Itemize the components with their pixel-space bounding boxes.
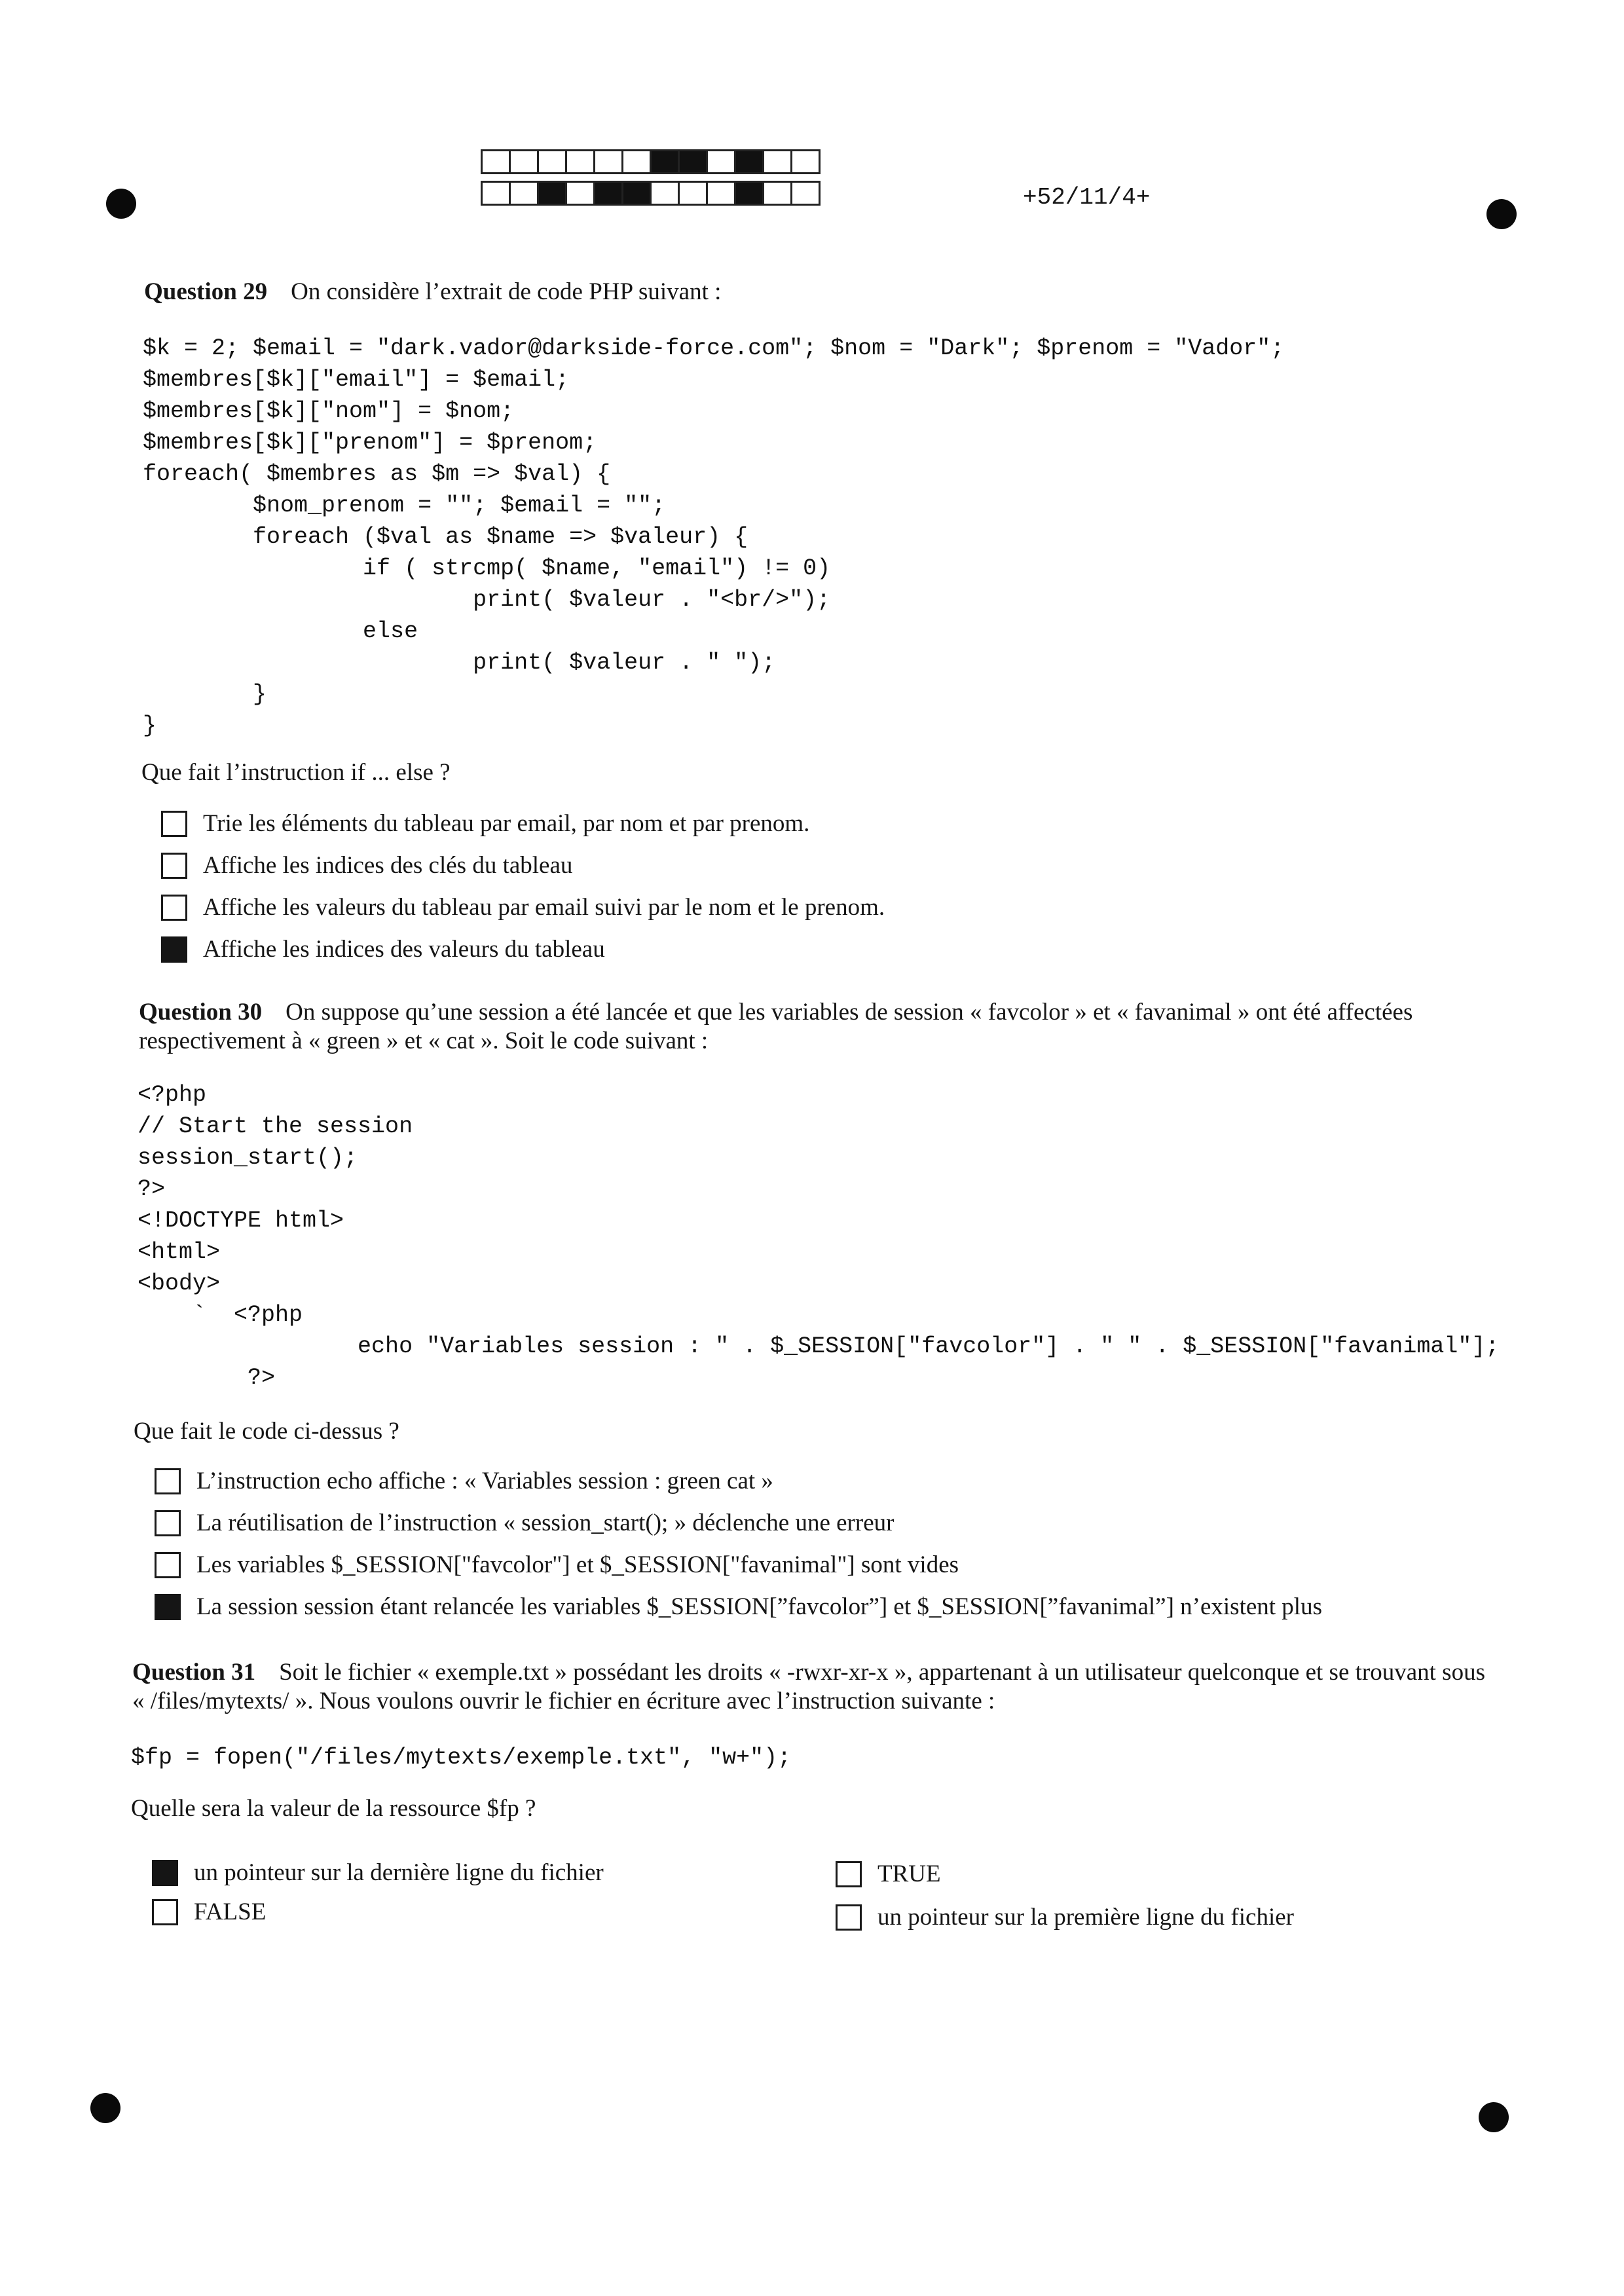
barcode-row-2 [481,181,819,206]
question-29 [144,278,1493,306]
answer-option[interactable] [152,1859,604,1887]
question-text: On suppose qu’une session a été lancée et que les variables de session « favcolor » et « favanimal » ont été affectées respectivement à « green » et « cat ». Soit le code suivant : [139,999,1413,1054]
answer-label: un pointeur sur la dernière ligne du fichier [194,1859,604,1886]
barcode-cell [678,181,708,206]
barcode-cell [650,181,680,206]
answer-option[interactable] [161,893,885,921]
answer-label: L’instruction echo affiche : « Variables session : green cat » [196,1468,773,1494]
answer-checkbox[interactable] [152,1860,178,1886]
barcode-cell [621,181,652,206]
question-text: Soit le fichier « exemple.txt » possédant les droits « -rwxr-xr-x », appartenant à un utilisateur quelconque et se trouvant sous « /files/mytexts/ ». Nous voulons ouvrir le fichier en écriture avec l’instruction suivante : [132,1659,1485,1714]
answer-label: La réutilisation de l’instruction « session_start(); » déclenche une erreur [196,1509,895,1536]
code-block: $k = 2; $email = "dark.vador@darkside-force.com"; $nom = "Dark"; $prenom = "Vador"; $membres[$k]["email"] = $email; $membres[$k]["nom"] = $nom; $membres[$k]["prenom"] = $prenom; foreach( $membres as $m => $val) { $nom_prenom = ""; $email = ""; foreach ($val as $name => $valeur) { if ( strcmp( $name, "email") != 0) print( $valeur . "<br/>"); else print( $valeur . " "); } } [143,335,1285,739]
answer-checkbox[interactable] [161,811,187,837]
barcode-cell [790,181,821,206]
answer-checkbox[interactable] [155,1552,181,1578]
answer-label: FALSE [194,1898,267,1925]
barcode-cell [762,149,792,174]
question-number: Question 30 [139,999,263,1026]
answer-checkbox[interactable] [155,1510,181,1536]
corner-mark-top-right [1486,199,1517,229]
question-prompt: Que fait le code ci-dessus ? [134,1418,399,1445]
answer-option[interactable] [155,1509,894,1537]
answer-label: Affiche les indices des valeurs du tableau [203,936,605,963]
answer-label: Affiche les valeurs du tableau par email suivi par le nom et le prenom. [203,894,885,921]
answer-option[interactable] [155,1551,959,1579]
barcode-cell [706,149,736,174]
answer-checkbox[interactable] [152,1899,178,1925]
question-number: Question 29 [144,278,268,305]
answer-checkbox[interactable] [161,853,187,879]
question-prompt: Que fait l’instruction if ... else ? [141,759,451,786]
answer-label: Les variables $_SESSION["favcolor"] et $_SESSION["favanimal"] sont vides [196,1551,959,1578]
barcode-cell [537,149,567,174]
answer-option[interactable] [152,1898,266,1926]
question-number: Question 31 [132,1659,256,1686]
barcode-cell [593,181,623,206]
question-30 [139,998,1488,1056]
answer-option[interactable] [836,1903,1294,1931]
barcode-cell [509,149,539,174]
corner-mark-bottom-left [90,2093,120,2123]
question-text: On considère l’extrait de code PHP suivant : [291,278,722,305]
corner-mark-top-left [106,189,136,219]
answer-checkbox[interactable] [836,1904,862,1931]
barcode-cell [537,181,567,206]
barcode-cell [734,181,764,206]
answer-checkbox[interactable] [155,1594,181,1620]
code-block: <?php // Start the session session_start(); ?> <!DOCTYPE html> <html> <body> ` <?php echo "Variables session : " . $_SESSION["favcolor"] . " " . $_SESSION["favanimal"]; ?> [138,1082,1500,1391]
code-block: $fp = fopen("/files/mytexts/exemple.txt", "w+"); [131,1745,792,1771]
answer-checkbox[interactable] [836,1861,862,1887]
question-prompt: Quelle sera la valeur de la ressource $fp ? [131,1795,536,1822]
question-31 [132,1658,1488,1716]
answer-label: un pointeur sur la première ligne du fichier [877,1904,1294,1931]
answer-checkbox[interactable] [161,895,187,921]
corner-mark-bottom-right [1479,2102,1509,2132]
barcode-cell [621,149,652,174]
barcode-cell [509,181,539,206]
answer-checkbox[interactable] [161,936,187,963]
barcode-cell [734,149,764,174]
barcode-row-1 [481,149,819,174]
answer-option[interactable] [155,1467,773,1495]
answer-option[interactable] [161,809,809,838]
barcode-cell [565,181,595,206]
answer-option[interactable] [161,851,572,880]
answer-label: TRUE [877,1861,941,1887]
barcode-cell [565,149,595,174]
answer-label: La session session étant relancée les variables $_SESSION[”favcolor”] et $_SESSION[”favanimal”] n’existent plus [196,1593,1322,1620]
barcode-cell [481,149,511,174]
barcode-cell [762,181,792,206]
answer-option[interactable] [161,935,605,963]
answer-checkbox[interactable] [155,1468,181,1494]
answer-label: Trie les éléments du tableau par email, par nom et par prenom. [203,810,810,837]
answer-label: Affiche les indices des clés du tableau [203,852,573,879]
page-id: +52/11/4+ [1023,184,1151,211]
barcode-cell [650,149,680,174]
answer-option[interactable] [155,1593,1322,1621]
barcode-cell [706,181,736,206]
barcode-cell [790,149,821,174]
barcode-cell [481,181,511,206]
barcode [481,149,819,212]
barcode-cell [593,149,623,174]
barcode-cell [678,149,708,174]
answer-option[interactable] [836,1860,941,1888]
